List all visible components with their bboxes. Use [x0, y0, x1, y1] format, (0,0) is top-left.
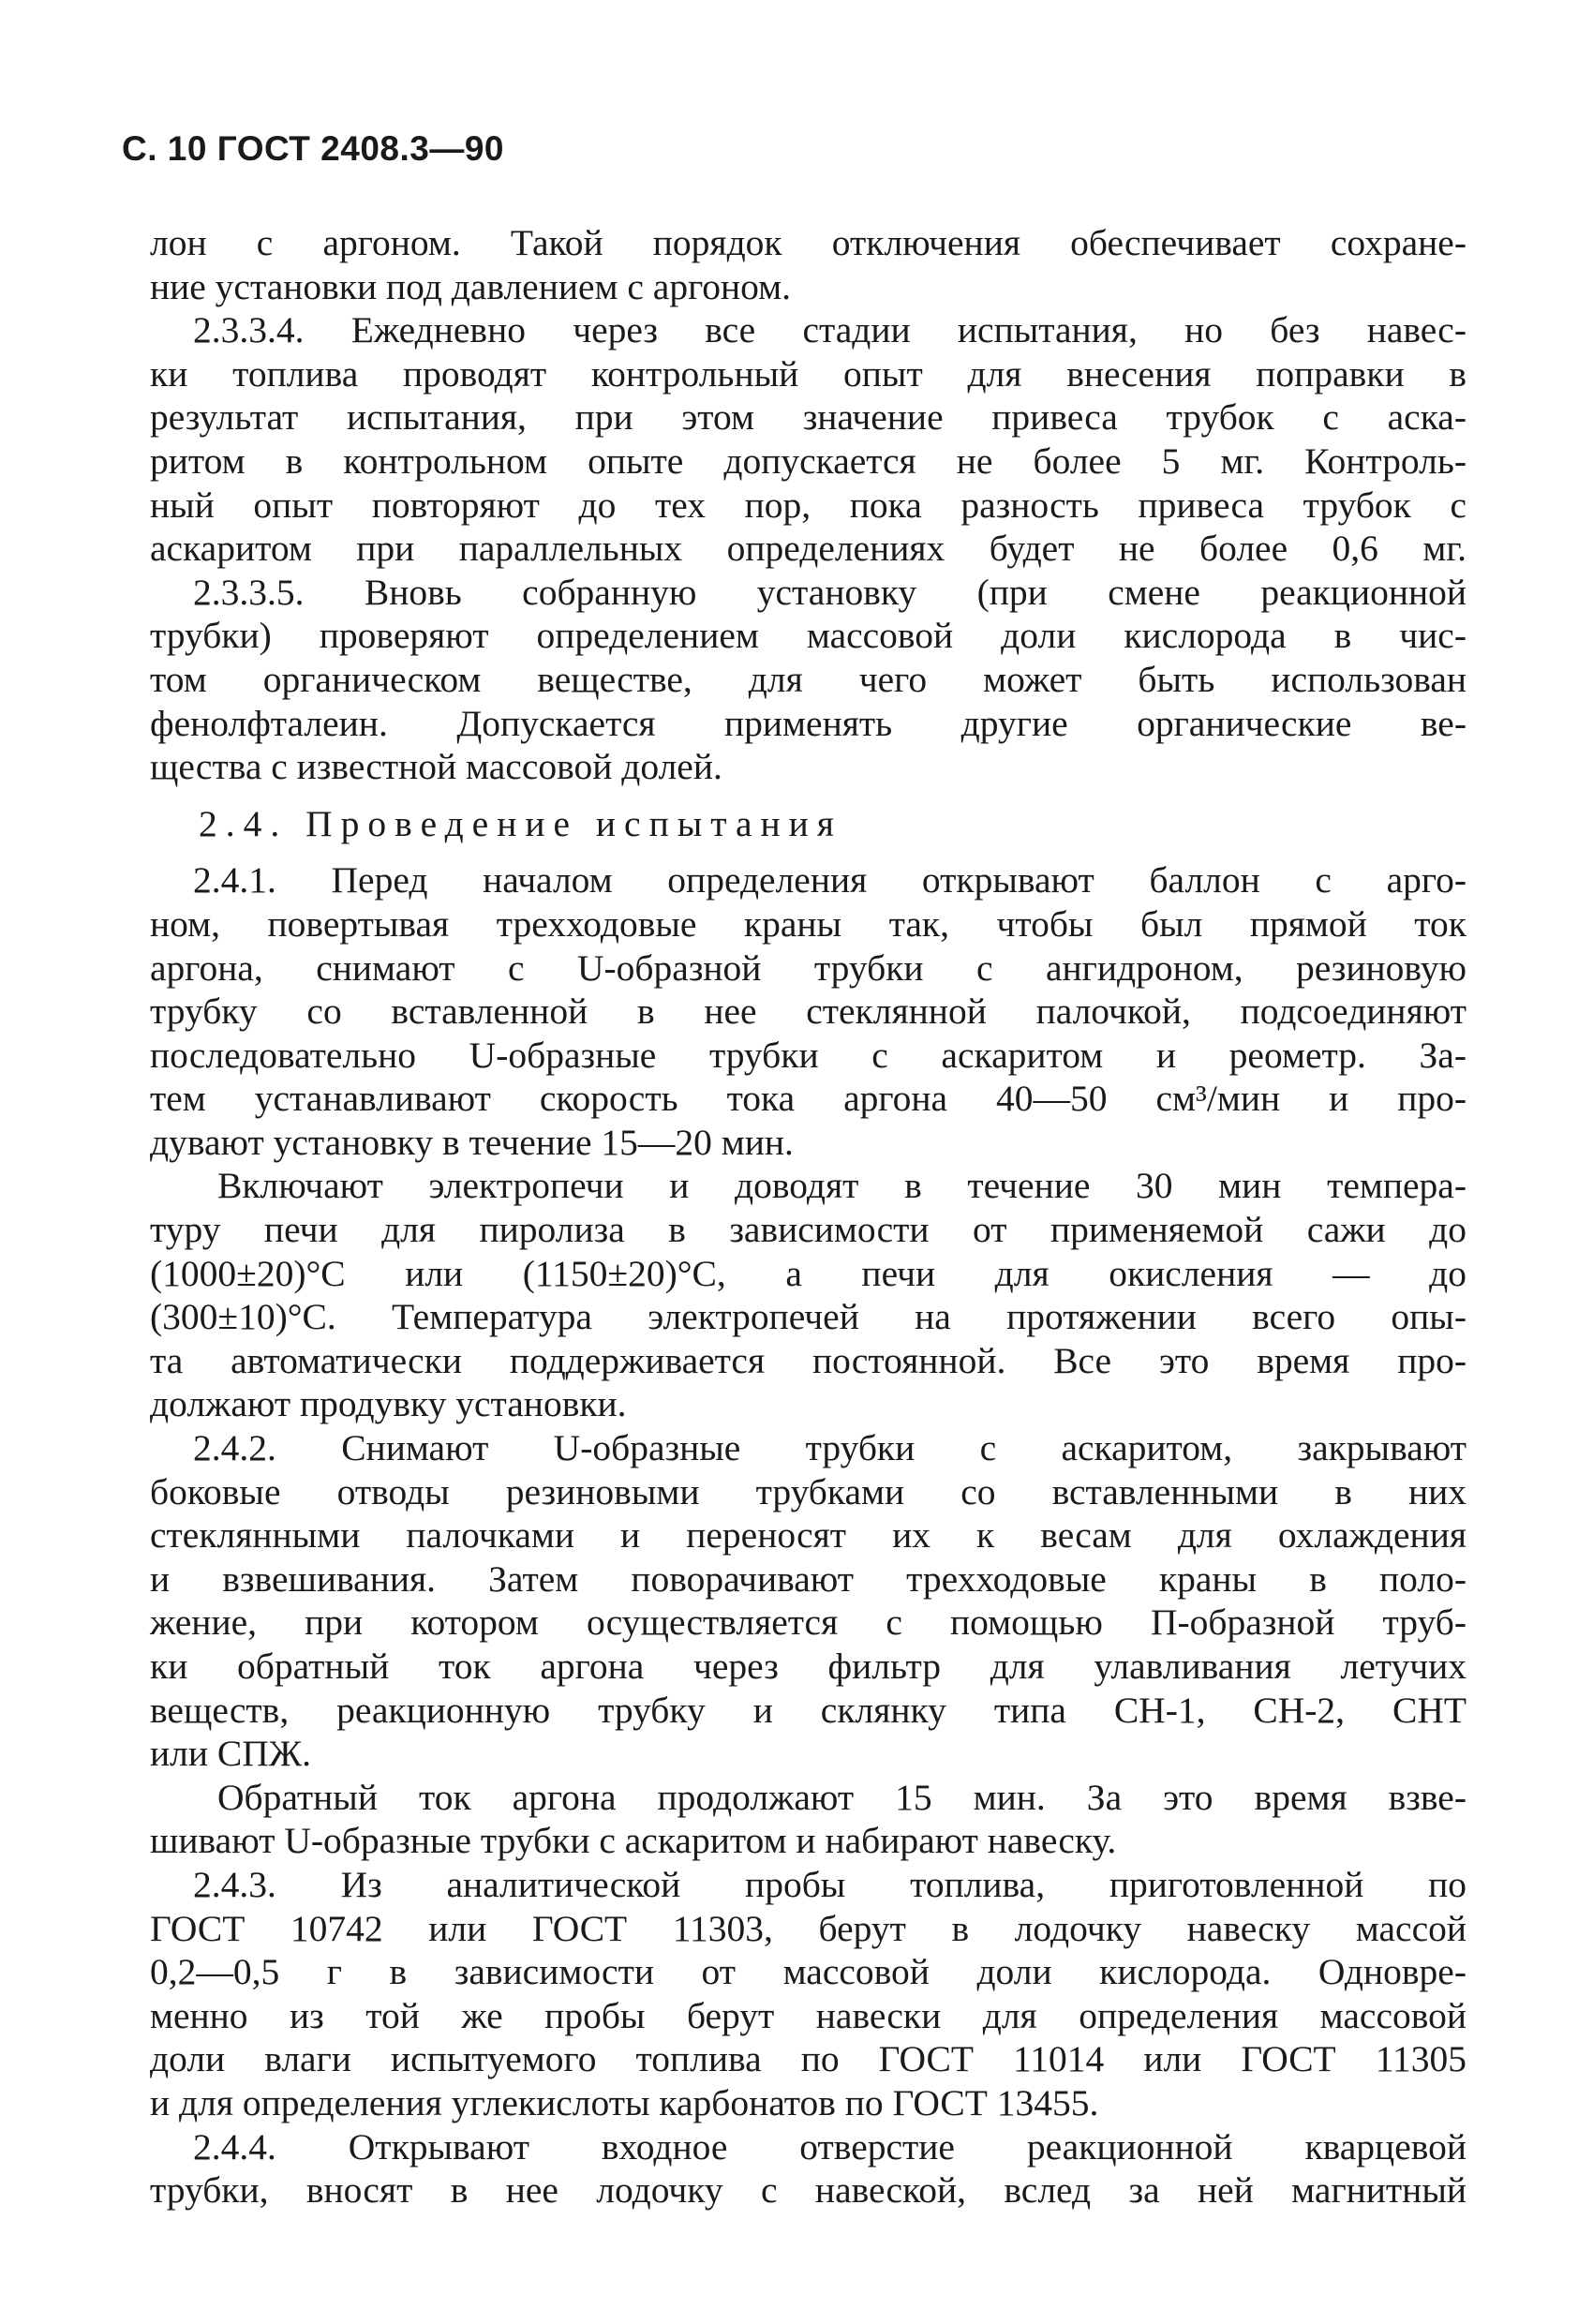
paragraph-2-3-3-5	[150, 571, 1466, 789]
text-line: фенолфталеин. Допускается применять другие органические ве-	[150, 702, 1466, 744]
text-line: ние установки под давлением с аргоном.	[150, 265, 792, 307]
text-line: 2.4.4. Открывают входное отверстие реакционной кварцевой	[193, 2125, 1466, 2168]
text-line: менно из той же пробы берут навески для определения массовой	[150, 1994, 1466, 2036]
text-line: ГОСТ 10742 или ГОСТ 11303, берут в лодочку навеску массой	[150, 1907, 1466, 1949]
paragraph-heating	[150, 1164, 1466, 1426]
text-line: последовательно U-образные трубки с аскаритом и реометр. За-	[150, 1034, 1466, 1076]
text-line: и взвешивания. Затем поворачивают трехходовые краны в поло-	[150, 1557, 1466, 1600]
text-line: 0,2—0,5 г в зависимости от массовой доли кислорода. Одновре-	[150, 1951, 1466, 1993]
text-line: ном, повертывая трехходовые краны так, чтобы был прямой ток	[150, 902, 1466, 945]
text-line: трубки, вносят в нее лодочку с навеской, вслед за ней магнитный	[150, 2169, 1466, 2212]
text-line: 2.4.1. Перед началом определения открывают баллон с арго-	[193, 859, 1466, 901]
text-line: и для определения углекислоты карбонатов по ГОСТ 13455.	[150, 2081, 1099, 2123]
paragraph-2-4-2	[150, 1426, 1466, 1776]
text-line: стеклянными палочками и переносят их к весам для охлаждения	[150, 1514, 1466, 1557]
paragraph-2-3-3-4	[150, 308, 1466, 571]
text-line: туру печи для пиролиза в зависимости от применяемой сажи до	[150, 1209, 1466, 1251]
text-line: щества с известной массовой долей.	[150, 746, 722, 788]
text-line: дувают установку в течение 15—20 мин.	[150, 1121, 794, 1163]
text-line: шивают U-образные трубки с аскаритом и набирают навеску.	[150, 1820, 1117, 1862]
paragraph-reverse-flow	[150, 1776, 1466, 1863]
text-line: доли влаги испытуемого топлива по ГОСТ 11014 или ГОСТ 11305	[150, 2038, 1466, 2080]
body-text	[150, 221, 1466, 2212]
text-line: Включают электропечи и доводят в течение 30 мин темпера-	[217, 1165, 1466, 1207]
text-line: ритом в контрольном опыте допускается не более 5 мг. Контроль-	[150, 439, 1466, 482]
text-line: 2.3.3.5. Вновь собранную установку (при смене реакционной	[193, 571, 1466, 613]
text-line: боковые отводы резиновыми трубками со вставленными в них	[150, 1470, 1466, 1512]
text-line: 2.4.2. Снимают U-образные трубки с аскаритом, закрывают	[193, 1427, 1466, 1469]
text-line: веществ, реакционную трубку и склянку типа СН-1, СН-2, СНТ	[150, 1689, 1466, 1731]
paragraph-continuation	[150, 221, 1466, 308]
text-line: Обратный ток аргона продолжают 15 мин. За это время взве-	[217, 1776, 1466, 1818]
paragraph-2-4-4	[150, 2125, 1466, 2212]
text-line: или СПЖ.	[150, 1733, 312, 1775]
text-line: результат испытания, при этом значение привеса трубок с аска-	[150, 396, 1466, 439]
text-line: 2.3.3.4. Ежедневно через все стадии испытания, но без навес-	[193, 309, 1466, 351]
text-line: ный опыт повторяют до тех пор, пока разность привеса трубок с	[150, 484, 1466, 526]
text-line: жение, при котором осуществляется с помощью П-образной труб-	[150, 1601, 1466, 1644]
paragraph-2-4-1	[150, 858, 1466, 1164]
text-line: 2.4.3. Из аналитической пробы топлива, приготовленной по	[193, 1863, 1466, 1905]
text-line: тем устанавливают скорость тока аргона 40—50 см³/мин и про-	[150, 1078, 1466, 1120]
page-header: С. 10 ГОСТ 2408.3—90	[122, 129, 504, 168]
text-line: ки обратный ток аргона через фильтр для улавливания летучих	[150, 1646, 1466, 1687]
text-line: должают продувку установки.	[150, 1383, 627, 1425]
paragraph-2-4-3	[150, 1863, 1466, 2125]
text-line: лон с аргоном. Такой порядок отключения обеспечивает сохране-	[150, 222, 1466, 263]
section-heading: 2.4. Проведение испытания	[199, 802, 842, 844]
text-line: та автоматически поддерживается постоянной. Все это время про-	[150, 1339, 1466, 1381]
text-line: трубки) проверяют определением массовой доли кислорода в чис-	[150, 615, 1466, 657]
text-line: аргона, снимают с U-образной трубки с ангидроном, резиновую	[150, 946, 1466, 989]
text-line: том органическом веществе, для чего может быть использован	[150, 658, 1466, 700]
text-line: трубку со вставленной в нее стеклянной палочкой, подсоединяют	[150, 991, 1466, 1033]
text-line: (300±10)°С. Температура электропечей на протяжении всего опы-	[150, 1296, 1466, 1338]
text-line: аскаритом при параллельных определениях будет не более 0,6 мг.	[150, 528, 1466, 570]
text-line: ки топлива проводят контрольный опыт для внесения поправки в	[150, 352, 1466, 395]
text-line: (1000±20)°С или (1150±20)°С, а печи для окисления — до	[150, 1252, 1466, 1294]
